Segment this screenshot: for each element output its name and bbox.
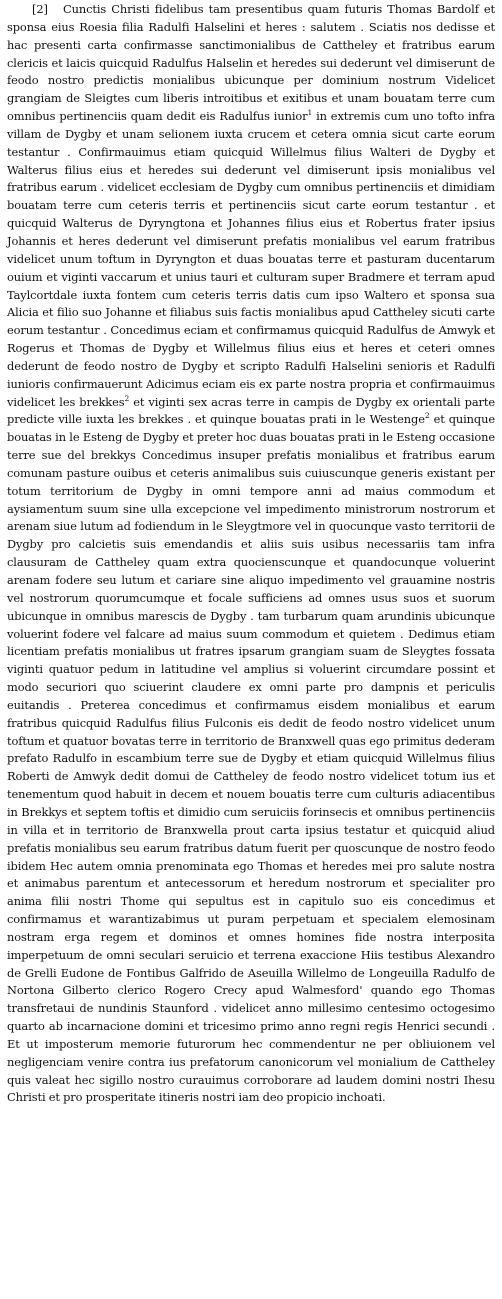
charter-number: [2] [32, 2, 48, 16]
footnote-marker: 2 [424, 411, 430, 421]
text-segment: in extremis cum uno tofto infra villam de Dygby et unam selionem iuxta crucem et cetera omnia sicut carte eorum testantur . Confirmauimus etiam quicquid Willelmus filius Walteri de Dygby et Walterus filius eius et heredes sui dederunt vel dimiserunt ipsis monialibus vel fratribus earum . videlicet ecclesiam de Dygby cum omnibus pertinenciis et dimidiam bouatam terre cum ceteris terris et pertinenciis sicut carte eorum testantur . et quicquid Walterus de Dyryngtona et Johannes filius eius et Robertus frater ipsius Johannis et heres dederunt vel dimiserunt prefatis monialibus vel earum fratribus videlicet unum toftum in Dyryngton et duas bouatas terre et pasturam ducentarum ouium et viginti vaccarum et unius tauri et culturam super Bradmere et terram apud Taylcortdale iuxta fontem cum ceteris terris datis cum ipso Waltero et sponsa sua Alicia et filio suo Johanne et filiabus suis factis monialibus apud Cattheley sicuti carte eorum testantur . Concedimus eciam et confirmamus quicquid Radulfus de Amwyk et Rogerus et Thomas de Dygby et Willelmus filius eius et heres et ceteri omnes dederunt de feodo nostro de Dygby et scripto Radulfi Halselini senioris et Radulfi iunioris confirmauerunt Adicimus eciam eis ex parte nostra propria et confirmauimus videlicet les brekkes [7, 109, 495, 409]
text-segment: et quinque bouatas in le Esteng de Dygby et preter hoc duas bouatas prati in le Esteng occasione terre sue del brekkys Concedimus insuper prefatis monialibus et fratribus earum comunam pasture ouibus et ceteris animalibus suis cuiuscunque generis existant per totum territorium de Dygby in omni tempore anni ad maius commodum et aysiamentum suum sine ulla excepcione vel impedimento ministrorum nostrorum et arenam siue lutum ad fodiendum in le Sleygtmore vel in quocunque vasto territorii de Dygby pro calcietis suis emendandis et aliis suis usibus necessariis tam infra clausuram de Cattheley quam extra quocienscunque et quandocunque voluerint arenam fodere seu lutum et cariare sine aliquo impedimento vel grauamine nostris vel nostrorum quorumcumque et focale sufficiens ad omnes usus suos et suorum ubicunque in omnibus marescis de Dygby . tam turbarum quam arundinis ubicunque voluerint fodere vel falcare ad maius suum commodum et quietem . Dedimus etiam licentiam prefatis monialibus ut fratres ipsarum grangiam suam de Sleygtes fossata viginti quatuor pedum in latitudine vel amplius si voluerint circumdare possint et modo securiori quo sciuerint claudere ex omni parte pro dampnis et periculis euitandis . Preterea concedimus et confirmamus eisdem monialibus et earum fratribus quicquid Radulfus filius Fulconis eis dedit de feodo nostro videlicet unum toftum et quatuor bovatas terre in territorio de Branxwell quas ego primitus dederam prefato Radulfo in escambium terre sue de Dygby et etiam quicquid Willelmus filius Roberti de Amwyk dedit domui de Cattheley de feodo nostro videlicet totum ius et tenementum quod habuit in decem et nouem bouatis terre cum culturis adiacentibus in Brekkys et septem toftis et dimidio cum seruiciis forinsecis et omnibus pertinenciis in villa et in territorio de Branxwella prout carta ipsius testatur et quicquid aliud prefatis monialibus seu earum fratribus datum fuerit per quoscunque de nostro feodo ibidem Hec autem omnia prenominata ego Thomas et heredes mei pro salute nostra et animabus parentum et antecessorum et heredum nostrorum et specialiter pro anima filii nostri Thome qui sepultus est in capitulo suo eis concedimus et confirmamus et warantizabimus ut puram perpetuam et specialem elemosinam nostram erga regem et dominos et omnes homines fide nostra interposita imperpetuum de omni seculari seruicio et terrena exaccione Hiis testibus Alexandro de Grelli Eudone de Fontibus Galfrido de Aseuilla Willelmo de Longeuilla Radulfo de Nortona Gilberto clerico Rogero Crecy apud Walmesford' quando ego Thomas transfretaui de nundinis Staunford . videlicet anno millesimo centesimo octogesimo quarto ab incarnacione domini et tricesimo primo anno regni regis Henrici secundi . Et ut imposterum memorie futurorum hec commendentur ne per obliuionem vel negligenciam venire contra ius prefatorum canonicorum vel monialium de Cattheley quis valeat hec sigillo nostro curauimus corroborare ad laudem domini nostri Ihesu Christi et pro prosperitate itineris nostri iam deo propicio inchoati. [7, 412, 495, 1105]
charter-paragraph [7, 1, 495, 1107]
text-segment: et viginti sex acras terre in campis de Dygby ex orientali parte predicte ville iuxta les brekkes . et quinque bouatas prati in le Westenge [7, 394, 495, 427]
footnote-marker: 1 [307, 108, 313, 118]
text-segment: Cunctis Christi fidelibus tam presentibus quam futuris Thomas Bardolf et sponsa eius Roesia filia Radulfi Halselini et heres : salutem . Sciatis nos dedisse et hac presenti carta confirmasse sanctimonialibus de Cattheley et fratribus earum clericis et laicis quicquid Radulfus Halselin et heredes sui dederunt vel dimiserunt de feodo nostro predictis monialibus ubicunque per dominium nostrum Videlicet grangiam de Sleigtes cum liberis introitibus et exitibus et unam bouatam terre cum omnibus pertinenciis quam dedit eis Radulfus iunior [7, 2, 495, 124]
footnote-marker: 2 [124, 393, 130, 403]
